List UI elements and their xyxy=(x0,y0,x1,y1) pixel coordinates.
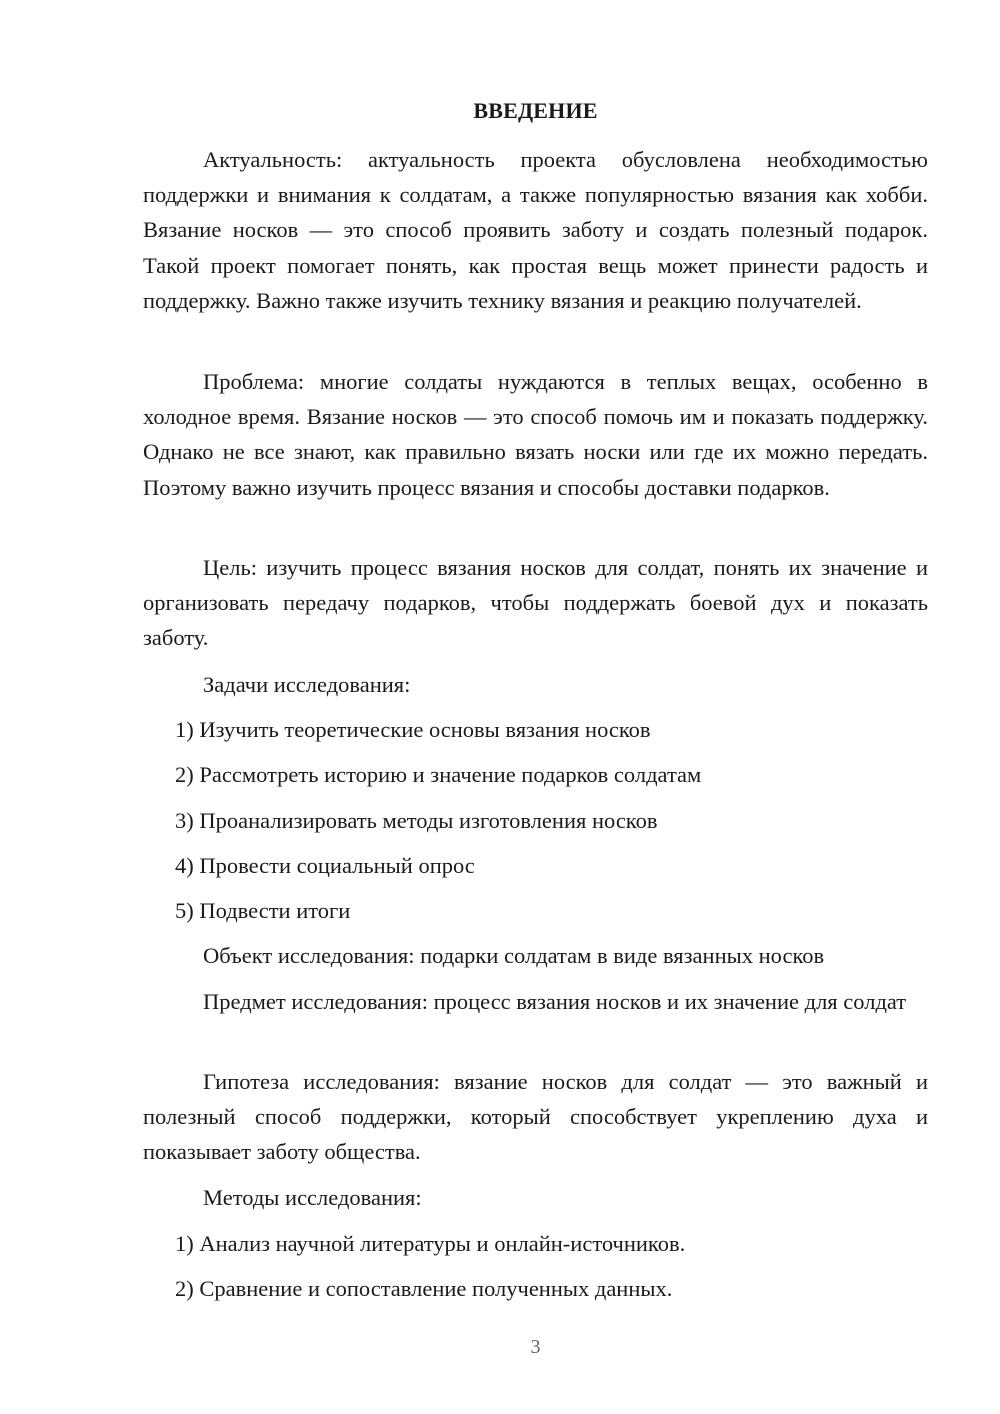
method-item-1: 1) Анализ научной литературы и онлайн-источников. xyxy=(175,1231,686,1256)
methods-heading: Методы исследования: xyxy=(203,1185,422,1210)
task-item-3: 3) Проанализировать методы изготовления носков xyxy=(175,808,658,833)
object-paragraph: Объект исследования: подарки солдатам в виде вязанных носков xyxy=(203,943,825,968)
document-page xyxy=(143,0,928,1414)
relevance-paragraph: Актуальность: актуальность проекта обусловлена необходимостью поддержки и внимания к солдатам, а также популярностью вязания как хобби. Вязание носков — это способ проявить заботу и создать полезный подарок. Такой проект помогает понять, как простая вещь может принести радость и поддержку. Важно также изучить технику вязания и реакцию получателей. xyxy=(143,147,928,313)
task-item-1: 1) Изучить теоретические основы вязания носков xyxy=(175,717,651,742)
subject-paragraph: Предмет исследования: процесс вязания носков и их значение для солдат xyxy=(203,989,907,1014)
section-title: ВВЕДЕНИЕ xyxy=(473,98,598,123)
goal-paragraph: Цель: изучить процесс вязания носков для солдат, понять их значение и организовать передачу подарков, чтобы поддержать боевой дух и показать заботу. xyxy=(143,555,928,651)
tasks-heading: Задачи исследования: xyxy=(203,672,411,697)
task-item-2: 2) Рассмотреть историю и значение подарков солдатам xyxy=(175,762,702,787)
problem-paragraph: Проблема: многие солдаты нуждаются в теплых вещах, особенно в холодное время. Вязание носков — это способ помочь им и показать поддержку. Однако не все знают, как правильно вязать носки или где их можно передать. Поэтому важно изучить процесс вязания и способы доставки подарков. xyxy=(143,369,928,500)
hypothesis-paragraph: Гипотеза исследования: вязание носков для солдат — это важный и полезный способ поддержки, который способствует укреплению духа и показывает заботу общества. xyxy=(143,1069,928,1165)
method-item-2: 2) Сравнение и сопоставление полученных данных. xyxy=(175,1276,673,1301)
task-item-5: 5) Подвести итоги xyxy=(175,898,351,923)
page-number: 3 xyxy=(530,1336,541,1358)
task-item-4: 4) Провести социальный опрос xyxy=(175,853,475,878)
